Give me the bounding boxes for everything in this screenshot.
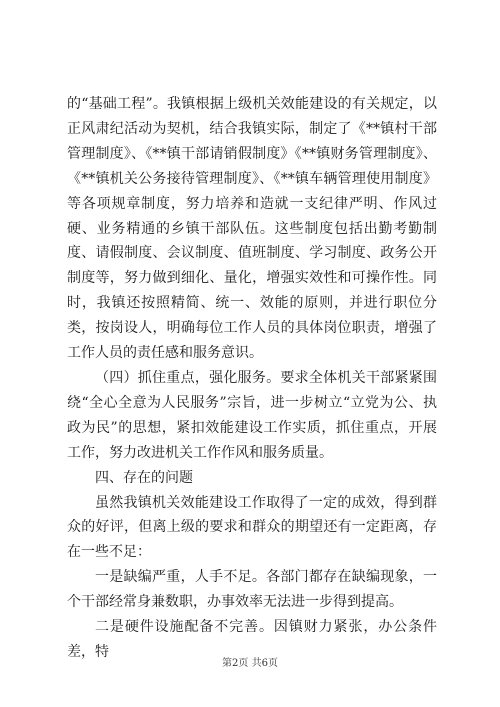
paragraph-facilities: 二是硬件设施配备不完善。因镇财力紧张，办公条件差，特 (67, 619, 437, 660)
paragraph-shortcomings: 虽然我镇机关效能建设工作取得了一定的成效，得到群众的好评，但离上级的要求和群众的期望还有一定距离，存在一些不足： (67, 494, 437, 561)
paragraph-efficiency-rules: 的“基础工程”。我镇根据上级机关效能建设的有关规定，以正风肃纪活动为契机，结合我镇实际，制定了《**镇村干部管理制度》、《**镇干部请销假制度》《**镇财务管理制度》、《**镇机关公务接待管理制度》、《**镇车辆管理使用制度》等各项规章制度，努力培养和造就一支纪律严明、作风过硬、业务精通的乡镇干部队伍。这些制度包括出勤考勤制度、请假制度、会议制度、值班制度、学习制度、政务公开制度等，努力做到细化、量化，增强实效性和可操作性。同时，我镇还按照精简、统一、效能的原则，并进行职位分类，按岗设人，明确每位工作人员的具体岗位职责，增强了工作人员的责任感和服务意识。 (67, 96, 437, 362)
paragraph-staff-shortage: 一是缺编严重，人手不足。各部门都存在缺编现象，一个干部经常身兼数职，办事效率无法进一步得到提高。 (67, 569, 437, 611)
section-heading-problems: 四、存在的问题 (95, 469, 193, 486)
body-text (67, 92, 437, 665)
paragraph-focus-service: （四）抓住重点，强化服务。要求全体机关干部紧紧围绕“全心全意为人民服务”宗旨，进一步树立“立党为公、执政为民”的思想，紧扣效能建设工作实质，抓住重点，开展工作，努力改进机关工作作风和服务质量。 (67, 369, 437, 461)
page-number-footer: 第2页 共6页 (222, 658, 278, 669)
